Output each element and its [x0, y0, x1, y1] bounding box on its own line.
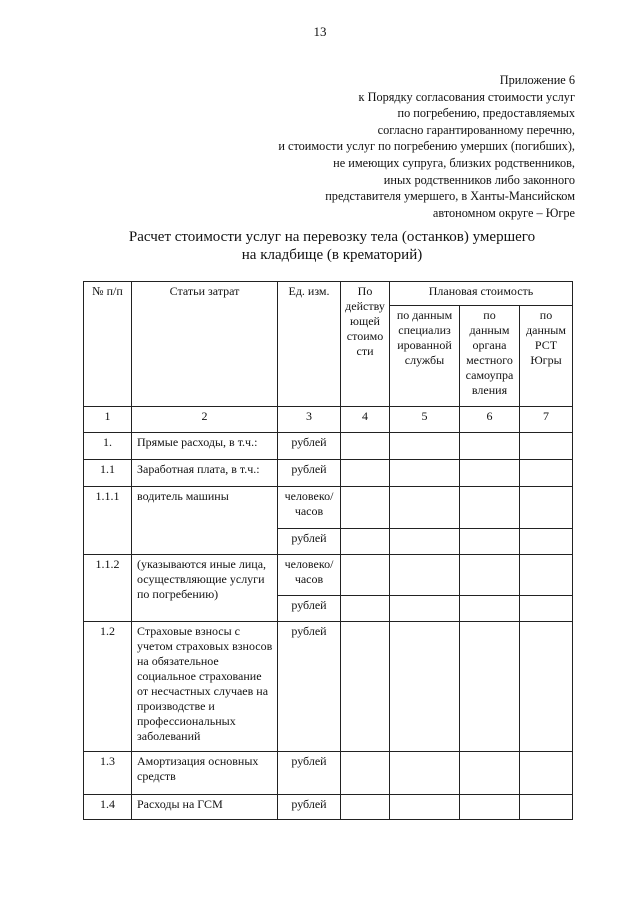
value-cell — [341, 555, 390, 596]
document-title — [0, 228, 640, 264]
appendix-line: автономном округе – Югре — [432, 205, 575, 220]
value-cell — [390, 433, 460, 460]
value-cell — [390, 622, 460, 752]
value-cell — [520, 596, 573, 622]
column-number: 2 — [132, 407, 278, 433]
row-unit: человеко/ часов — [278, 555, 341, 596]
appendix-line: и стоимости услуг по погребению умерших (погибших), — [278, 139, 575, 154]
value-cell — [460, 529, 520, 555]
value-cell — [460, 622, 520, 752]
table-row — [84, 622, 573, 752]
row-item: Прямые расходы, в т.ч.: — [132, 433, 278, 460]
value-cell — [460, 752, 520, 795]
value-cell — [520, 460, 573, 487]
value-cell — [460, 596, 520, 622]
table-row — [84, 752, 573, 795]
column-number: 7 — [520, 407, 573, 433]
column-number: 1 — [84, 407, 132, 433]
value-cell — [341, 622, 390, 752]
page-number: 13 — [313, 24, 327, 39]
header-unit: Ед. изм. — [278, 282, 341, 407]
appendix-line: не имеющих супруга, близких родственников, — [333, 155, 575, 170]
row-num: 1. — [84, 433, 132, 460]
header-planned-specialized: по данным специализ ированной службы — [390, 306, 460, 407]
table-row — [84, 795, 573, 820]
column-number-row — [84, 407, 573, 433]
row-item: (указываются иные лица, осуществляющие услуги по погребению) — [132, 555, 278, 622]
header-planned-local-gov: по данным органа местного самоупра вления — [460, 306, 520, 407]
row-unit: рублей — [278, 752, 341, 795]
value-cell — [341, 795, 390, 820]
table-row — [84, 433, 573, 460]
value-cell — [390, 460, 460, 487]
value-cell — [460, 460, 520, 487]
value-cell — [341, 433, 390, 460]
value-cell — [520, 752, 573, 795]
table-row — [84, 487, 573, 529]
appendix-line: Приложение 6 — [499, 73, 575, 87]
header-current-cost: По действу ющей стоимо сти — [341, 282, 390, 407]
value-cell — [390, 487, 460, 529]
row-num: 1.3 — [84, 752, 132, 795]
value-cell — [460, 795, 520, 820]
value-cell — [390, 596, 460, 622]
value-cell — [390, 795, 460, 820]
row-unit: рублей — [278, 622, 341, 752]
row-unit: человеко/ часов — [278, 487, 341, 529]
value-cell — [390, 529, 460, 555]
value-cell — [460, 433, 520, 460]
header-num: № п/п — [84, 282, 132, 407]
header-planned-cost: Плановая стоимость — [390, 282, 573, 306]
appendix-line: представителя умершего, в Ханты-Мансийском — [325, 189, 575, 204]
value-cell — [341, 487, 390, 529]
table-row — [84, 555, 573, 596]
value-cell — [520, 487, 573, 529]
row-num: 1.1 — [84, 460, 132, 487]
row-item: Заработная плата, в т.ч.: — [132, 460, 278, 487]
value-cell — [520, 795, 573, 820]
title-line-1: Расчет стоимости услуг на перевозку тела (останков) умершего — [128, 229, 536, 245]
row-item: Амортизация основных средств — [132, 752, 278, 795]
row-num: 1.4 — [84, 795, 132, 820]
row-num: 1.1.2 — [84, 555, 132, 622]
table-row — [84, 460, 573, 487]
value-cell — [460, 555, 520, 596]
header-row — [84, 282, 573, 306]
appendix-line: согласно гарантированному перечню, — [377, 122, 575, 137]
appendix-line: к Порядку согласования стоимости услуг — [358, 89, 575, 104]
value-cell — [341, 529, 390, 555]
value-cell — [520, 555, 573, 596]
column-number: 6 — [460, 407, 520, 433]
row-unit: рублей — [278, 460, 341, 487]
header-planned-rst: по данным РСТ Югры — [520, 306, 573, 407]
value-cell — [520, 529, 573, 555]
cost-calculation-table — [83, 281, 573, 820]
value-cell — [520, 433, 573, 460]
value-cell — [341, 460, 390, 487]
value-cell — [341, 596, 390, 622]
title-line-2: на кладбище (в крематорий) — [241, 247, 423, 263]
appendix-line: по погребению, предоставляемых — [397, 106, 575, 121]
row-unit-2: рублей — [278, 596, 341, 622]
value-cell — [460, 487, 520, 529]
row-item: Расходы на ГСМ — [132, 795, 278, 820]
value-cell — [341, 752, 390, 795]
row-num: 1.1.1 — [84, 487, 132, 555]
column-number: 4 — [341, 407, 390, 433]
column-number: 5 — [390, 407, 460, 433]
appendix-header — [278, 72, 575, 221]
row-unit: рублей — [278, 433, 341, 460]
value-cell — [520, 622, 573, 752]
row-item: Страховые взносы с учетом страховых взносов на обязательное социальное страхование от несчастных случаев на производстве и профессиональных заболеваний — [132, 622, 278, 752]
row-unit: рублей — [278, 795, 341, 820]
value-cell — [390, 555, 460, 596]
row-unit-2: рублей — [278, 529, 341, 555]
header-item: Статьи затрат — [132, 282, 278, 407]
appendix-line: иных родственников либо законного — [383, 172, 575, 187]
row-num: 1.2 — [84, 622, 132, 752]
column-number: 3 — [278, 407, 341, 433]
value-cell — [390, 752, 460, 795]
row-item: водитель машины — [132, 487, 278, 555]
